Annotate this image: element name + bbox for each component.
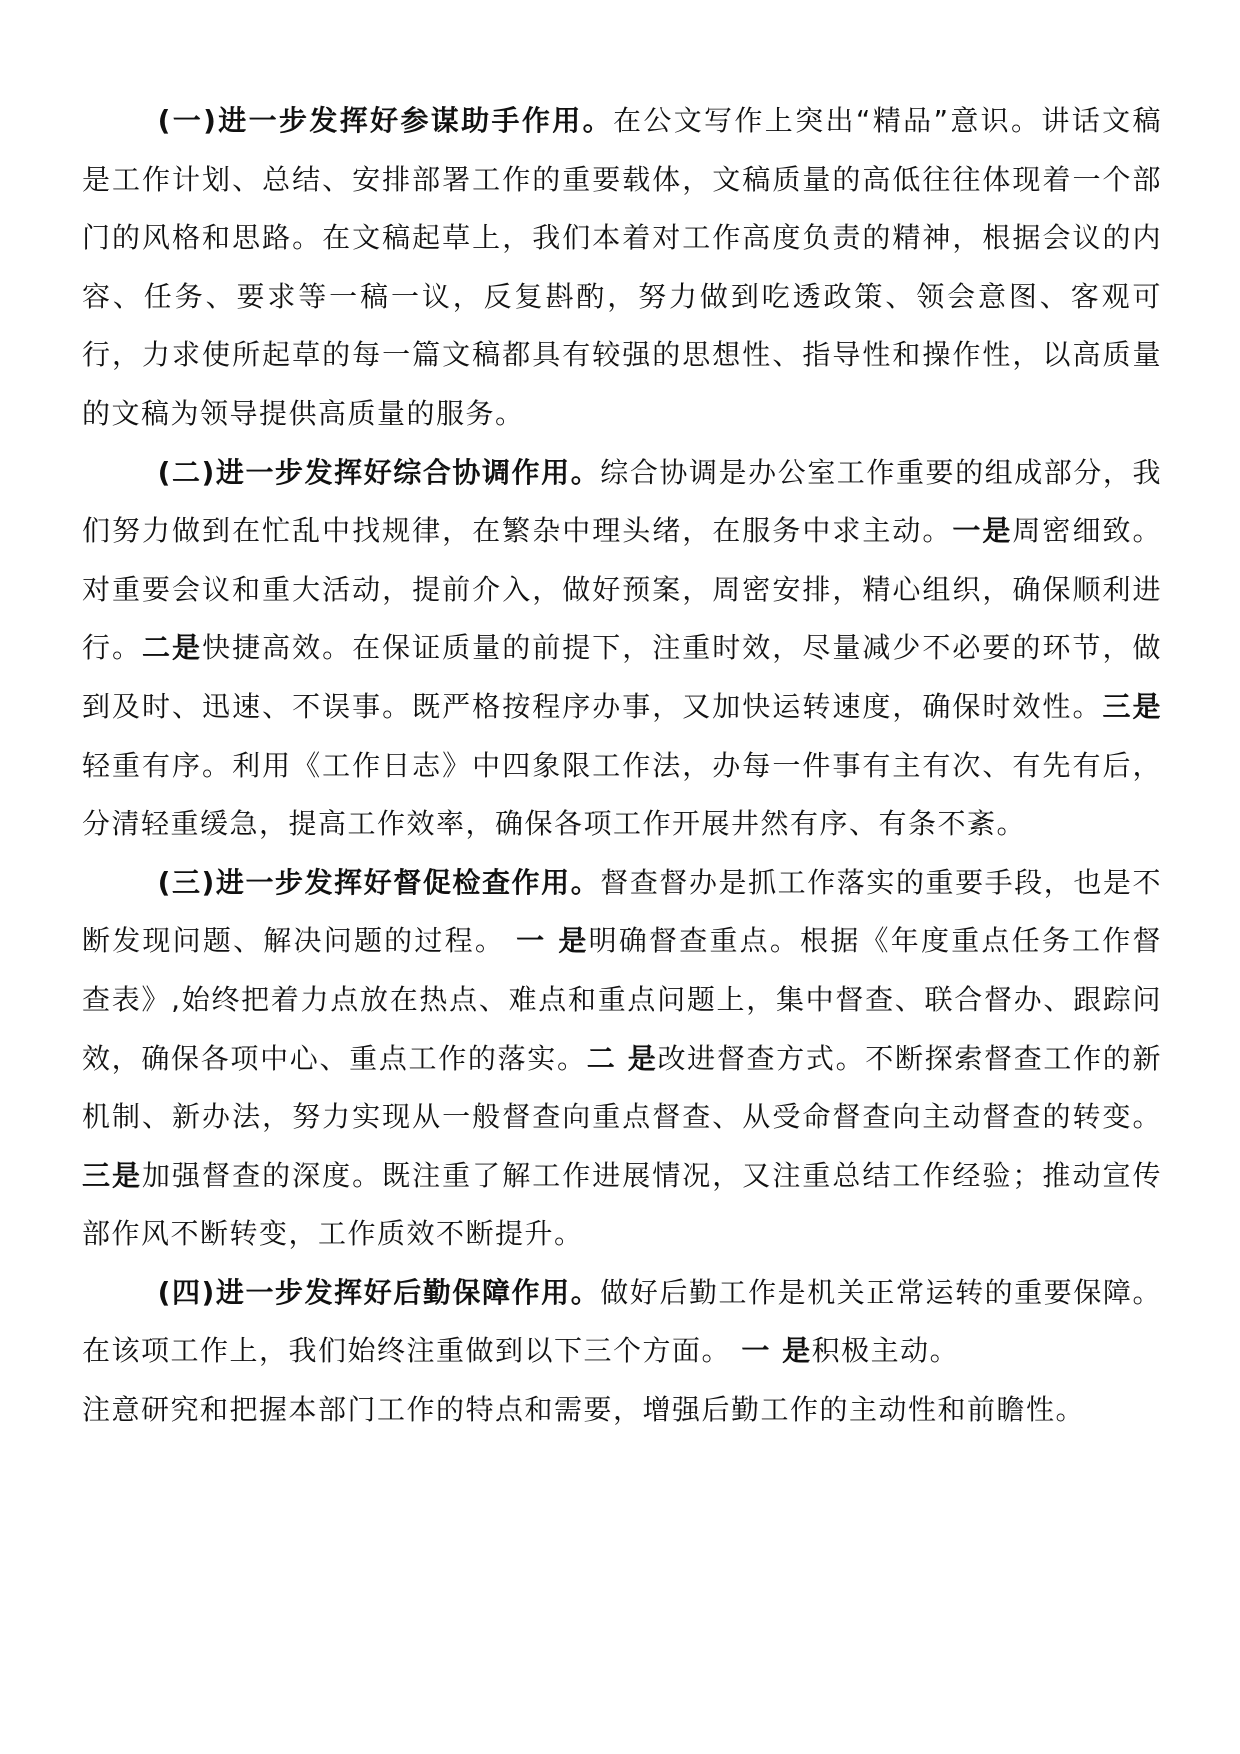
- paragraph-text: 督查督办是抓工作落实的重要手段，也是不断发现问题、解决问题的过程。: [82, 865, 1162, 958]
- item-marker: 一是: [952, 514, 1013, 548]
- item-marker: 一 是: [516, 924, 589, 958]
- item-marker: 三是: [82, 1158, 143, 1192]
- paragraph-2: [82, 444, 1162, 854]
- paragraph-4: [82, 1264, 1162, 1381]
- paragraph-text: 轻重有序。利用《工作日志》中四象限工作法，办每一件事有主有次、有先有后，分清轻重缓急，提高工作效率，确保各项工作开展井然有序、有条不紊。: [82, 748, 1162, 841]
- item-marker: 一 是: [741, 1334, 812, 1368]
- paragraph-3: [82, 854, 1162, 1264]
- paragraph-tail-line: 注意研究和把握本部门工作的特点和需要，增强后勤工作的主动性和前瞻性。: [82, 1393, 1086, 1427]
- document-page: [82, 92, 1162, 1440]
- paragraph-heading: (二)进一步发挥好综合协调作用。: [157, 455, 601, 489]
- paragraph-heading: (三)进一步发挥好督促检查作用。: [157, 865, 601, 899]
- paragraph-text: 在公文写作上突出“精品”意识。讲话文稿是工作计划、总结、安排部署工作的重要载体，文稿质量的高低往往体现着一个部门的风格和思路。在文稿起草上，我们本着对工作高度负责的精神，根据会议的内容、任务、要求等一稿一议，反复斟酌，努力做到吃透政策、领会意图、客观可行，力求使所起草的每一篇文稿都具有较强的思想性、指导性和操作性，以高质量的文稿为领导提供高质量的服务。: [82, 104, 1162, 430]
- paragraph-text: 加强督查的深度。既注重了解工作进展情况，又注重总结工作经验；推动宣传部作风不断转变，工作质效不断提升。: [82, 1158, 1162, 1251]
- paragraph-heading: (四)进一步发挥好后勤保障作用。: [157, 1275, 601, 1309]
- paragraph-text: 改进督查方式。不断探索督查工作的新机制、新办法，努力实现从一般督查向重点督查、从受命督查向主动督查的转变。: [82, 1041, 1162, 1134]
- paragraph-text: 周密细致。对重要会议和重大活动，提前介入，做好预案，周密安排，精心组织，确保顺利进行。: [82, 514, 1162, 665]
- paragraph-text: 积极主动。: [811, 1334, 960, 1368]
- paragraph-heading: (一)进一步发挥好参谋助手作用。: [157, 104, 613, 137]
- paragraph-text: 明确督查重点。根据《年度重点任务工作督查表》,始终把着力点放在热点、难点和重点问题上，集中督查、联合督办、跟踪问效，确保各项中心、重点工作的落实。: [82, 924, 1162, 1075]
- paragraph-1: [82, 92, 1162, 444]
- item-marker: 三是: [1102, 689, 1162, 723]
- item-marker: 二是: [142, 631, 203, 665]
- paragraph-text: 做好后勤工作是机关正常运转的重要保障。在该项工作上，我们始终注重做到以下三个方面。: [82, 1275, 1162, 1368]
- paragraph-text: 综合协调是办公室工作重要的组成部分，我们努力做到在忙乱中找规律，在繁杂中理头绪，在服务中求主动。: [82, 455, 1162, 548]
- item-marker: 二 是: [586, 1041, 658, 1075]
- paragraph-text: 快捷高效。在保证质量的前提下，注重时效，尽量减少不必要的环节，做到及时、迅速、不误事。既严格按程序办事，又加快运转速度，确保时效性。: [82, 631, 1162, 723]
